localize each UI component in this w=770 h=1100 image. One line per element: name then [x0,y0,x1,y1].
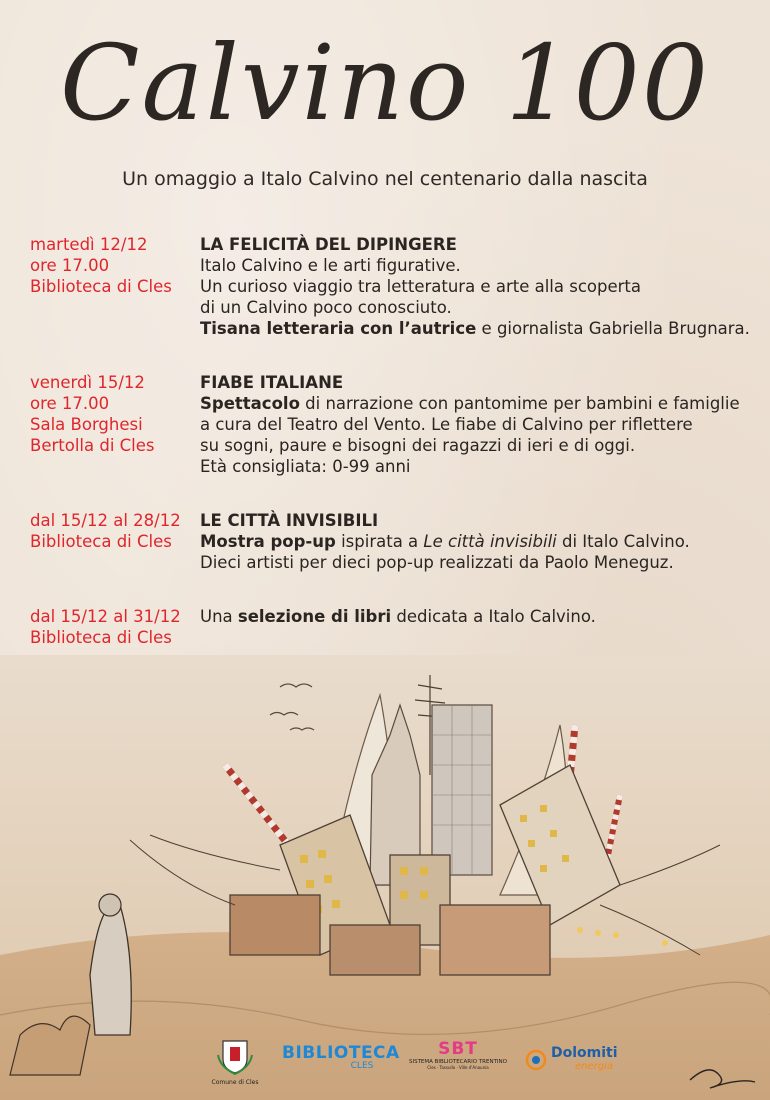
event-venue: Sala Borghesi [30,415,143,434]
house [440,905,550,975]
event-date: dal 15/12 al 28/12 [30,511,181,530]
event-line [200,393,760,414]
logo-biblioteca-cles [282,1043,400,1071]
event-date: dal 15/12 al 31/12 [30,607,181,626]
event-description [200,372,760,477]
logo-comune-label: Comune di Cles [211,1079,259,1086]
logo-sbt-mark: SBT [438,1039,478,1059]
invisible-city-illustration [0,655,770,1100]
event-venue-town: Bertolla di Cles [30,436,155,455]
event-description [200,510,760,573]
event-time: ore 17.00 [30,394,110,413]
event-date-place [30,234,200,297]
event-line: a cura del Teatro del Vento. Le fiabe di Calvino per riflettere [200,415,693,434]
event-heading: LA FELICITÀ DEL DIPINGERE [200,235,457,254]
dolomiti-energia-icon [525,1049,547,1071]
event-text: dedicata a Italo Calvino. [391,607,596,626]
house [230,895,320,955]
event-date-place [30,372,200,456]
event-line [200,606,760,627]
logo-energia-text: energia [575,1061,614,1072]
event-line: di un Calvino poco conosciuto. [200,298,452,317]
event-highlight: Tisana letteraria con l’autrice [200,319,477,338]
event-text: Una [200,607,238,626]
logo-dolomiti-text: Dolomiti [551,1045,618,1061]
event-time: ore 17.00 [30,256,110,275]
event-highlight: Mostra pop-up [200,532,336,551]
event-heading: FIABE ITALIANE [200,373,344,392]
event-highlight: Spettacolo [200,394,300,413]
event-text: e giornalista Gabriella Brugnara. [476,319,750,338]
event-text: ispirata a [335,532,424,551]
event-date: venerdì 15/12 [30,373,145,392]
event-line: Età consigliata: 0-99 anni [200,457,411,476]
event-line [200,318,760,339]
event-line: Un curioso viaggio tra letteratura e arte alla scoperta [200,277,641,296]
event-date-place [30,510,200,552]
event-description [200,606,760,627]
event-line [200,531,760,552]
event-description [200,234,760,339]
event-venue: Biblioteca di Cles [30,532,172,551]
logo-sistema-bibliotecario-trentino [402,1039,514,1070]
logo-comune-di-cles [205,1037,265,1086]
event-venue: Biblioteca di Cles [30,628,172,647]
logo-biblioteca-text: BIBLIOTECA [282,1043,400,1063]
poster-subtitle: Un omaggio a Italo Calvino nel centenario dalla nascita [122,168,648,190]
poster-title: Calvino 100 [59,22,710,144]
event-venue: Biblioteca di Cles [30,277,172,296]
event-date: martedì 12/12 [30,235,148,254]
event-line: su sogni, paure e bisogni dei ragazzi di ieri e di oggi. [200,436,636,455]
coat-of-arms-icon [215,1037,255,1075]
event-text: di narrazione con pantomime per bambini e famiglie [299,394,740,413]
event-heading: LE CITTÀ INVISIBILI [200,511,379,530]
event-line: Dieci artisti per dieci pop-up realizzati da Paolo Meneguz. [200,553,674,572]
house [330,925,420,975]
logo-sbt-name: SISTEMA BIBLIOTECARIO TRENTINO [408,1059,508,1065]
logo-sbt-sub: Cles · Tassullo · Ville d'Anaunia [427,1065,489,1070]
event-date-place [30,606,200,648]
logo-biblioteca-sub: CLES [350,1061,374,1071]
sponsor-logos [0,1035,770,1100]
event-highlight: selezione di libri [237,607,392,626]
book-title: Le città invisibili [423,532,557,551]
skyscraper [432,705,492,875]
event-text: di Italo Calvino. [556,532,690,551]
event-line: Italo Calvino e le arti figurative. [200,256,461,275]
